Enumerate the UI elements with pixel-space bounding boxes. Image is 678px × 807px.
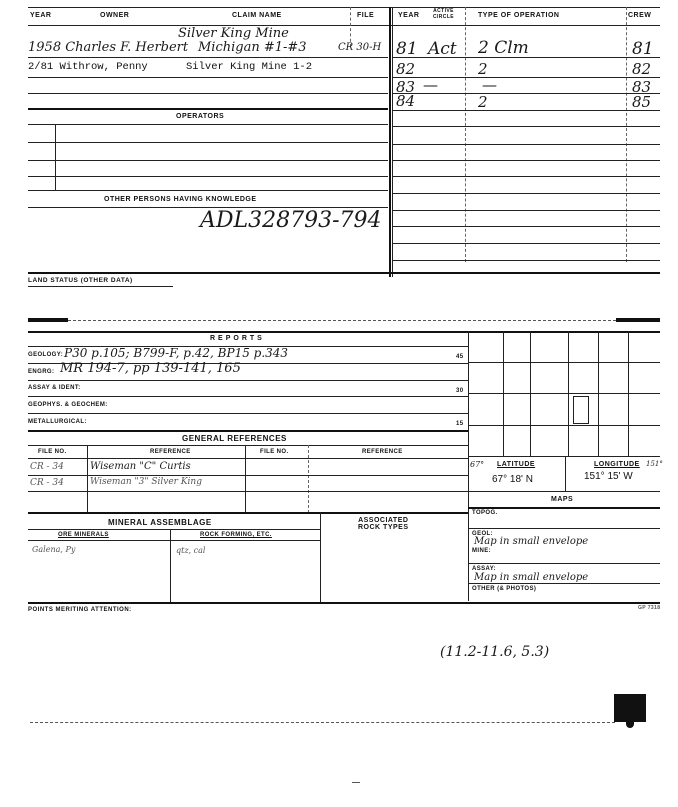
activity-year-1: 81: [396, 39, 418, 59]
longitude-label: LONGITUDE: [594, 461, 640, 468]
geol-label: GEOL:: [472, 531, 493, 537]
activity-active-1: Act: [428, 39, 457, 59]
claim-row2-rule: [28, 77, 388, 78]
genref-div-3: [308, 445, 309, 513]
reports-top-rule: [28, 331, 660, 333]
genref-row1-file: CR - 34: [30, 462, 64, 472]
crew-col-divider: [626, 7, 627, 262]
reports-title: REPORTS: [210, 335, 265, 342]
rock-forming-label: ROCK FORMING, ETC.: [200, 532, 272, 538]
metallurgical-rule: [28, 430, 468, 432]
genref-div-1: [87, 445, 88, 513]
land-status-top-rule: [28, 272, 660, 274]
points-meriting-title: POINTS MERITING ATTENTION:: [28, 607, 132, 613]
maps-assay-value: Map in small envelope: [474, 572, 589, 583]
latlong-divider: [565, 456, 566, 491]
associated-rock-types: ASSOCIATED ROCK TYPES: [358, 517, 409, 531]
general-references-title: GENERAL REFERENCES: [182, 434, 287, 443]
engrg-label: ENGRG:: [28, 369, 55, 375]
grid-h2: [468, 393, 660, 394]
genref-row2-file: CR - 34: [30, 478, 64, 488]
topog-rule: [468, 528, 660, 529]
genref-bottom-rule: [28, 512, 468, 514]
assay-map-rule: [468, 583, 660, 584]
operators-title: OPERATORS: [176, 113, 225, 120]
activity-row4-rule: [392, 110, 660, 111]
operators-rule-5: [28, 190, 388, 191]
operators-rule-4: [28, 176, 388, 177]
col-active-circle-header: ACTIVE CIRCLE: [433, 8, 455, 20]
operators-left-tick: [55, 124, 56, 190]
file-col-divider: [350, 7, 351, 47]
other-photos-label: OTHER (& PHOTOS): [472, 586, 537, 592]
geology-value: P30 p.105; B799-F, p.42, BP15 p.343: [64, 346, 289, 360]
registration-mark: [614, 694, 646, 722]
col-claim-name-header: CLAIM NAME: [232, 12, 282, 19]
claim-row2-claim: Silver King Mine 1-2: [186, 61, 313, 73]
latitude-value: 67° 18' N: [492, 474, 533, 485]
geophys-rule: [28, 413, 468, 414]
reports-black-bar-right: [616, 318, 660, 322]
col-year2-header: YEAR: [398, 12, 420, 19]
long-corner: 151°: [646, 460, 663, 468]
activity-year-3: 83: [396, 78, 416, 96]
operators-rule-1: [28, 124, 388, 125]
form-number: GP 7318: [638, 605, 661, 611]
bottom-dash-rule: [30, 722, 615, 723]
handwritten-note: (11.2-11.6, 5.3): [440, 644, 550, 660]
mine-rule: [468, 563, 660, 564]
other-persons-value: ADL328793-794: [200, 208, 382, 233]
geology-num: 45: [456, 354, 464, 360]
ore-minerals-value: Galena, Py: [32, 545, 76, 554]
genref-div-2: [245, 445, 246, 513]
lat-corner: 67°: [470, 460, 485, 469]
activity-row3-rule: [392, 93, 660, 94]
activity-rule-5: [392, 126, 660, 127]
header-underline: [28, 25, 660, 26]
activity-type-2: 2: [478, 60, 488, 78]
mine-label: MINE:: [472, 548, 491, 554]
activity-rule-6: [392, 144, 660, 145]
activity-year-2: 82: [396, 60, 416, 78]
col-crew-header: CREW: [628, 12, 652, 19]
genref-row2-rule: [28, 491, 468, 492]
genref-col-file-no: FILE NO.: [38, 449, 67, 455]
active-col-divider: [465, 7, 466, 262]
registration-mark-tail: [626, 722, 634, 728]
activity-active-3: —: [423, 76, 438, 94]
activity-rule-13: [392, 260, 660, 261]
col-file-header: FILE: [357, 12, 375, 19]
claim-row2-owner: 2/81 Withrow, Penny: [28, 61, 148, 73]
assay-num: 30: [456, 388, 464, 394]
mineral-title-rule: [28, 529, 320, 530]
ore-minerals-label: ORE MINERALS: [58, 532, 109, 538]
topog-label: TOPOG.: [472, 510, 498, 516]
activity-year-4: 84: [396, 92, 416, 110]
main-divider: [389, 7, 391, 277]
activity-rule-12: [392, 243, 660, 244]
maps-title: MAPS: [551, 496, 574, 503]
operators-top-rule: [28, 108, 388, 110]
top-rule: [28, 7, 660, 8]
operators-rule-2: [28, 142, 388, 143]
reports-black-bar-left: [28, 318, 68, 322]
geophys-label: GEOPHYS. & GEOCHEM:: [28, 402, 108, 408]
mineral-bottom-rule: [28, 602, 660, 604]
claim-title: Silver King Mine: [178, 26, 289, 41]
activity-crew-3: 83: [632, 78, 652, 96]
metallurgical-label: METALLURGICAL:: [28, 419, 87, 425]
genref-title-rule: [28, 445, 468, 446]
genref-col-reference2: REFERENCE: [362, 449, 403, 455]
assay-label: ASSAY & IDENT:: [28, 385, 81, 391]
activity-row1-rule: [392, 57, 660, 58]
genref-col-file-no2: FILE NO.: [260, 449, 289, 455]
genref-header-rule: [28, 458, 468, 459]
activity-type-4: 2: [478, 93, 488, 111]
main-divider-inner: [392, 7, 393, 277]
reports-right-divider: [468, 331, 469, 601]
operators-rule-3: [28, 160, 388, 161]
col-type-operation-header: TYPE OF OPERATION: [478, 12, 560, 19]
claim-row3-rule: [28, 93, 388, 94]
activity-rule-10: [392, 210, 660, 211]
activity-rule-8: [392, 176, 660, 177]
genref-row1-ref: Wiseman "C" Curtis: [90, 461, 191, 472]
maps-assay-label: ASSAY:: [472, 566, 497, 572]
mineral-header-rule: [28, 540, 320, 541]
geol-value: Map in small envelope: [474, 536, 589, 547]
reports-dash-top: [68, 320, 616, 321]
land-status-title: LAND STATUS (OTHER DATA): [28, 277, 133, 284]
land-status-underline: [28, 286, 173, 287]
activity-rule-9: [392, 193, 660, 194]
col-year-header: YEAR: [30, 12, 52, 19]
activity-type-1: 2 Clm: [478, 38, 529, 58]
assay-rule: [28, 396, 468, 397]
grid-h3: [468, 425, 660, 426]
page-tick: [352, 782, 360, 783]
genref-row1-rule: [28, 475, 468, 476]
geology-label: GEOLOGY:: [28, 352, 64, 358]
latlong-bottom-rule: [468, 491, 660, 492]
engrg-rule: [28, 380, 468, 381]
activity-rule-11: [392, 226, 660, 227]
grid-h4: [468, 456, 660, 457]
col-owner-header: OWNER: [100, 12, 130, 19]
genref-row2-ref: Wiseman "3" Silver King: [90, 477, 202, 487]
claim-row1-owner: 1958 Charles F. Herbert: [28, 40, 189, 55]
longitude-value: 151° 15' W: [584, 471, 633, 482]
activity-crew-2: 82: [632, 60, 652, 78]
activity-crew-1: 81: [632, 39, 654, 59]
rock-forming-value: qtz, cal: [176, 546, 206, 555]
activity-type-3: —: [482, 76, 497, 94]
mineral-assemblage-title: MINERAL ASSEMBLAGE: [108, 518, 212, 527]
genref-col-reference: REFERENCE: [150, 449, 191, 455]
claim-location-box: [573, 396, 589, 424]
claim-row1-file: CR 30-H: [338, 42, 382, 53]
engrg-value: MR 194-7, pp 139-141, 165: [60, 361, 241, 376]
activity-rule-7: [392, 160, 660, 161]
latitude-label: LATITUDE: [497, 461, 536, 468]
claim-row1-claim: Michigan #1-#3: [198, 40, 307, 55]
metallurgical-num: 15: [456, 421, 464, 427]
maps-title-rule: [468, 507, 660, 509]
grid-h1: [468, 362, 660, 363]
other-persons-title: OTHER PERSONS HAVING KNOWLEDGE: [104, 196, 257, 203]
claim-row1-rule: [28, 57, 388, 58]
mineral-assoc-divider: [320, 512, 321, 602]
activity-crew-4: 85: [632, 93, 652, 111]
